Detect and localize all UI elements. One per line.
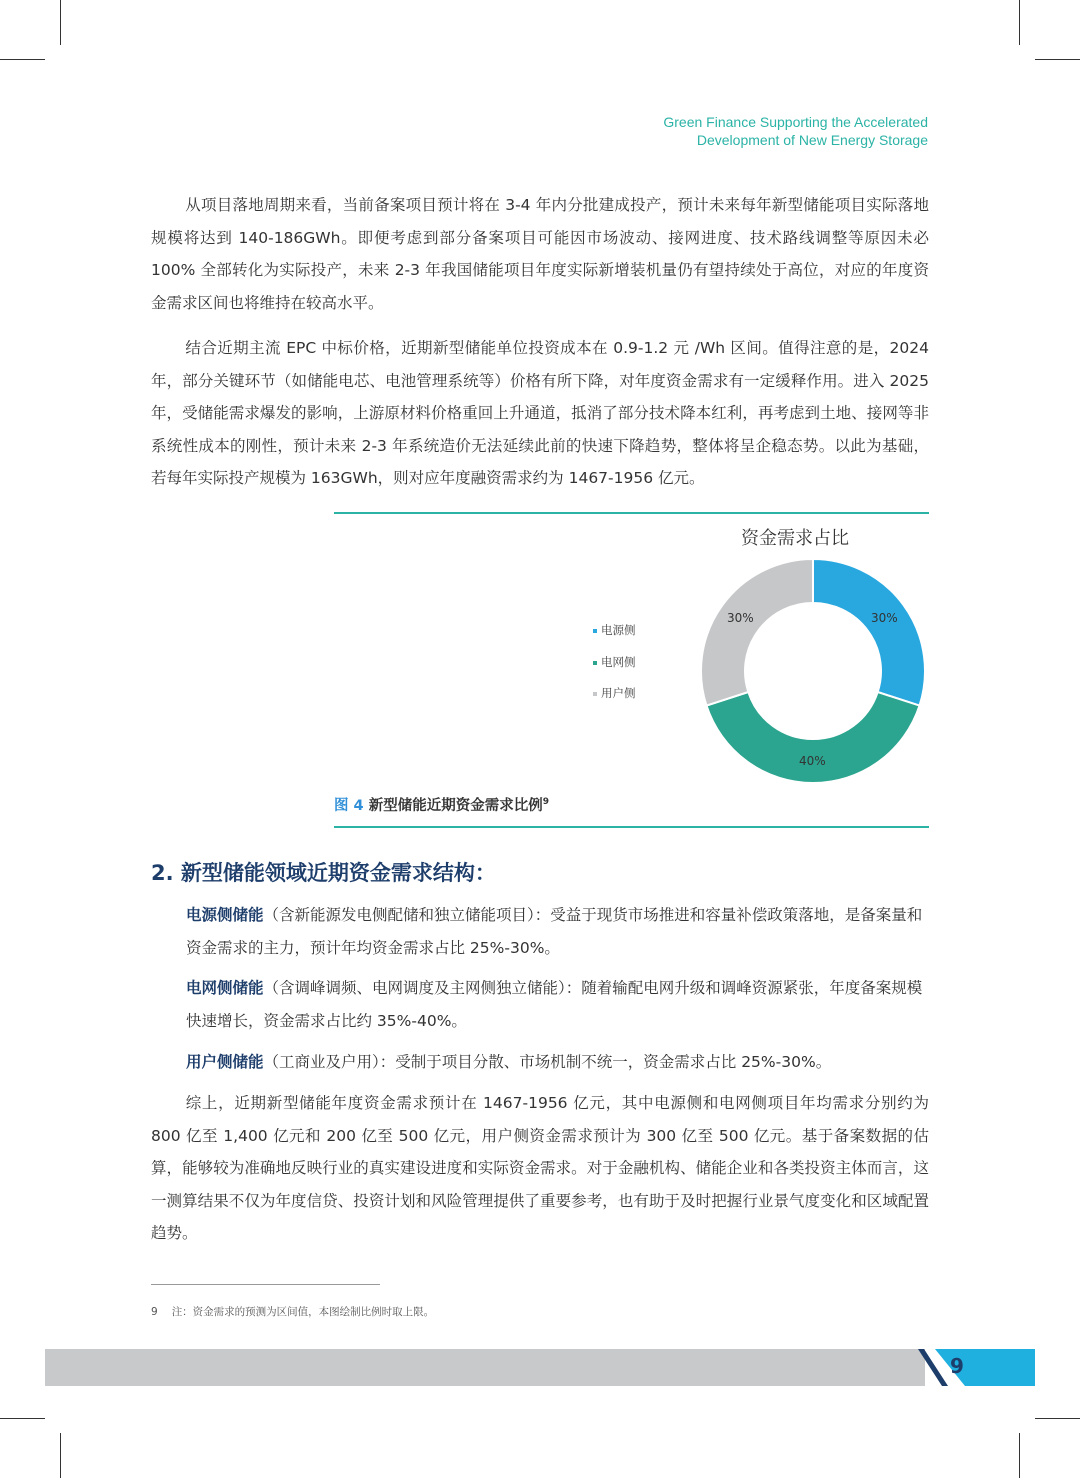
- slice-label-power-side: 30%: [871, 611, 898, 625]
- figure-number: 图 4: [334, 798, 364, 814]
- footnote: [151, 1304, 434, 1319]
- page-number: 9: [950, 1354, 964, 1378]
- item-term: 电网侧储能: [186, 979, 264, 997]
- crop-mark: [0, 1418, 45, 1419]
- slice-grid-side: [706, 692, 919, 783]
- slice-power-side: [813, 559, 925, 706]
- paragraph-cost-analysis: [151, 332, 929, 495]
- footnote-number: 9: [151, 1306, 158, 1318]
- footnote-ref: 9: [542, 797, 549, 808]
- figure-top-rule: [334, 512, 929, 514]
- slice-label-grid-side: 40%: [799, 754, 826, 768]
- running-header-line2: Development of New Energy Storage: [696, 132, 928, 148]
- item-text: （含新能源发电侧配储和独立储能项目）：受益于现货市场推进和容量补偿政策落地，是备案量和资金需求的主力，预计年均资金需求占比 25%-30%。: [186, 906, 923, 957]
- running-header: [663, 113, 928, 149]
- paragraph-text: 从项目落地周期来看，当前备案项目预计将在 3-4 年内分批建成投产，预计未来每年新型储能项目实际落地规模将达到 140-186GWh。即便考虑到部分备案项目可能因市场波动、接网进度、技术路线调整等原因未必 100% 全部转化为实际投产，未来 2-3 年我国储能项目年度实际新增装机量仍有望持续处于高位，对应的年度资金需求区间也将维持在较高水平。: [151, 196, 929, 312]
- paragraph-summary: [151, 1087, 929, 1250]
- legend-label: 电网侧: [601, 655, 636, 669]
- legend-item: [593, 685, 636, 701]
- footer-bar: [45, 1349, 925, 1386]
- figure-caption: [334, 794, 549, 815]
- figure-caption-text: 新型储能近期资金需求比例: [368, 798, 543, 814]
- legend-label: 用户侧: [601, 686, 636, 700]
- list-item-grid-side: [186, 972, 926, 1037]
- legend-label: 电源侧: [601, 623, 636, 637]
- list-item-user-side: [186, 1046, 926, 1079]
- footnote-rule: [151, 1284, 380, 1285]
- item-term: 用户侧储能: [186, 1053, 264, 1071]
- list-item-power-side: [186, 899, 926, 964]
- footnote-text: 注：资金需求的预测为区间值，本图绘制比例时取上限。: [171, 1306, 435, 1318]
- crop-mark: [60, 0, 61, 45]
- legend-item: [593, 654, 636, 670]
- legend-swatch: [593, 692, 597, 696]
- crop-mark: [1035, 59, 1080, 60]
- legend-item: [593, 622, 636, 638]
- legend-swatch: [593, 629, 597, 633]
- section-heading: 2. 新型储能领域近期资金需求结构：: [151, 861, 496, 885]
- crop-mark: [1019, 1433, 1020, 1478]
- paragraph-text: 结合近期主流 EPC 中标价格，近期新型储能单位投资成本在 0.9-1.2 元 /Wh 区间。值得注意的是，2024 年，部分关键环节（如储能电芯、电池管理系统等）价格有所下降，对年度资金需求有一定缓释作用。进入 2025 年，受储能需求爆发的影响，上游原材料价格重回上升通道，抵消了部分技术降本红利，再考虑到土地、接网等非系统性成本的刚性，预计未来 2-3 年系统造价无法延续此前的快速下降趋势，整体将呈企稳态势。以此为基础，若每年实际投产规模为 163GWh，则对应年度融资需求约为 1467-1956 亿元。: [151, 339, 929, 487]
- chart-title: 资金需求占比: [741, 528, 849, 549]
- paragraph-project-cycle: [151, 189, 929, 319]
- slice-label-user-side: 30%: [727, 611, 754, 625]
- running-header-line1: Green Finance Supporting the Accelerated: [663, 114, 928, 130]
- item-term: 电源侧储能: [186, 906, 264, 924]
- crop-mark: [1035, 1418, 1080, 1419]
- crop-mark: [0, 59, 45, 60]
- figure-bottom-rule: [334, 826, 929, 828]
- item-text: （工商业及户用）：受制于项目分散、市场机制不统一，资金需求占比 25%-30%。: [263, 1053, 832, 1071]
- crop-mark: [60, 1433, 61, 1478]
- slice-user-side: [701, 559, 813, 706]
- item-text: （含调峰调频、电网调度及主网侧独立储能）：随着输配电网升级和调峰资源紧张，年度备案规模快速增长，资金需求占比约 35%-40%。: [186, 979, 923, 1030]
- paragraph-text: 综上，近期新型储能年度资金需求预计在 1467-1956 亿元，其中电源侧和电网侧项目年均需求分别约为 800 亿至 1,400 亿元和 200 亿至 500 亿元，用户侧资金需求预计为 300 亿至 500 亿元。基于备案数据的估算，能够较为准确地反映行业的真实建设进度和实际资金需求。对于金融机构、储能企业和各类投资主体而言，这一测算结果不仅为年度信贷、投资计划和风险管理提供了重要参考，也有助于及时把握行业景气度变化和区域配置趋势。: [151, 1094, 929, 1242]
- legend-swatch: [593, 661, 597, 665]
- crop-mark: [1019, 0, 1020, 45]
